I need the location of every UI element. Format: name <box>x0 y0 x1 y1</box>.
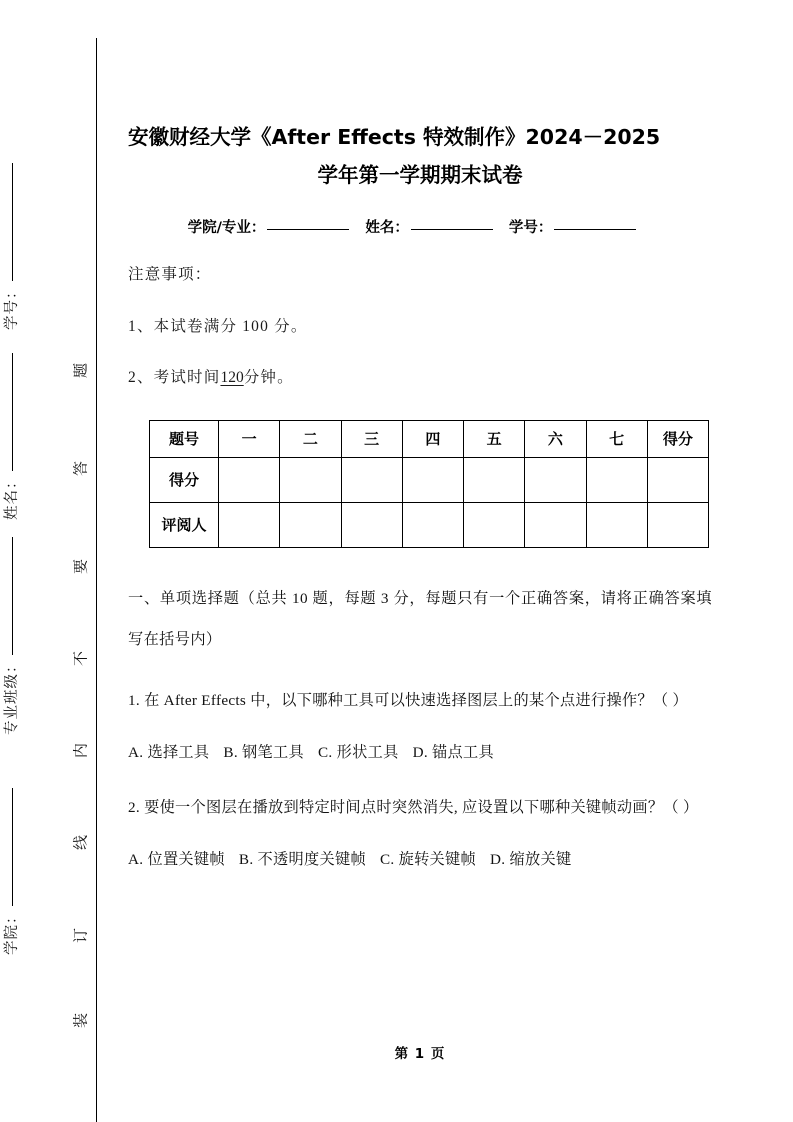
table-row <box>150 457 709 502</box>
score-table-header-7: 七 <box>586 420 647 457</box>
question-2-option-d[interactable]: D. 缩放关键 <box>490 850 572 868</box>
page-title-line-1: 安徽财经大学《After Effects 特效制作》2024－2025 <box>128 125 661 149</box>
question-1-option-d[interactable]: D. 锚点工具 <box>412 743 494 761</box>
college-major-blank[interactable] <box>267 229 349 230</box>
sidebar-label-text: 专业班级： <box>4 657 20 735</box>
sidebar-label-rule <box>12 354 13 472</box>
college-major-group <box>188 220 356 236</box>
college-major-label: 学院/专业： <box>187 220 266 236</box>
table-row <box>150 420 709 457</box>
score-row-label-score: 得分 <box>150 457 219 502</box>
sidebar-glyph-yao: 要 <box>73 559 90 575</box>
question-2-options <box>128 828 712 874</box>
name-label: 姓名： <box>365 220 409 236</box>
score-cell[interactable] <box>647 457 708 502</box>
notes-heading: 注意事项： <box>128 266 212 283</box>
score-cell[interactable] <box>280 457 341 502</box>
question-1-stem: 1. 在 After Effects 中，以下哪种工具可以快速选择图层上的某个点进行操作？（ ） <box>128 691 688 709</box>
student-id-group <box>509 220 643 236</box>
score-cell[interactable] <box>525 457 586 502</box>
score-table-header-0: 题号 <box>150 420 219 457</box>
score-table-header-3: 三 <box>341 420 402 457</box>
notes-item-1: 1、本试卷满分 100 分。 <box>128 317 308 335</box>
student-id-label: 学号： <box>508 220 553 236</box>
question-1-option-c[interactable]: C. 形状工具 <box>318 743 399 761</box>
name-group <box>365 220 499 236</box>
sidebar-label-text: 学院： <box>4 908 20 955</box>
reviewer-cell[interactable] <box>586 502 647 547</box>
page-number: 第 1 页 <box>394 1046 446 1062</box>
question-2-option-c[interactable]: C. 旋转关键帧 <box>379 850 477 868</box>
sidebar-label-text: 姓名： <box>4 473 20 520</box>
sidebar-glyph-ti: 题 <box>73 363 90 379</box>
page-footer <box>128 1042 712 1062</box>
score-table-header-8: 得分 <box>647 420 708 457</box>
sidebar-glyph-ding: 订 <box>73 928 90 944</box>
score-table <box>149 420 709 548</box>
page-title-line-2: 学年第一学期期末试卷 <box>317 163 523 187</box>
reviewer-cell[interactable] <box>280 502 341 547</box>
student-identity-line <box>128 194 712 237</box>
sidebar-label-rule <box>12 538 13 656</box>
question-2-option-b[interactable]: B. 不透明度关键帧 <box>238 850 366 868</box>
notes-item-2-suffix: 分钟。 <box>243 369 294 386</box>
page-title <box>128 0 712 194</box>
score-table-header-2: 二 <box>280 420 341 457</box>
score-cell[interactable] <box>219 457 280 502</box>
question-1-option-a[interactable]: A. 选择工具 <box>128 743 210 761</box>
score-table-header-6: 六 <box>525 420 586 457</box>
reviewer-cell[interactable] <box>647 502 708 547</box>
sidebar-glyph-bu: 不 <box>73 651 90 667</box>
notes-item-2 <box>128 334 712 386</box>
sidebar-glyph-xian: 线 <box>73 835 90 851</box>
sidebar-label-text: 学号： <box>4 283 20 330</box>
reviewer-cell[interactable] <box>341 502 402 547</box>
question-1-option-b[interactable]: B. 钢笔工具 <box>223 743 304 761</box>
score-cell[interactable] <box>586 457 647 502</box>
sidebar-glyph-nei: 内 <box>73 743 90 759</box>
binding-sidebar <box>0 0 120 1122</box>
sidebar-label-rule <box>12 789 13 907</box>
score-table-header-1: 一 <box>219 420 280 457</box>
reviewer-cell[interactable] <box>219 502 280 547</box>
score-cell[interactable] <box>402 457 463 502</box>
question-2-stem: 2. 要使一个图层在播放到特定时间点时突然消失, 应设置以下哪种关键帧动画？（ ） <box>128 798 699 816</box>
question-2-option-a[interactable]: A. 位置关键帧 <box>128 850 225 868</box>
sidebar-glyph-zhuang: 装 <box>73 1013 90 1029</box>
sidebar-vertical-rule <box>96 38 97 1122</box>
section-heading-multiple-choice: 一、单项选择题（总共 10 题，每题 3 分，每题只有一个正确答案，请将正确答案填写在括号内） <box>128 589 712 648</box>
reviewer-cell[interactable] <box>402 502 463 547</box>
exam-paper-body <box>128 0 712 1122</box>
score-row-label-reviewer: 评阅人 <box>150 502 219 547</box>
name-blank[interactable] <box>411 229 493 230</box>
student-id-blank[interactable] <box>554 229 636 230</box>
score-table-header-4: 四 <box>402 420 463 457</box>
reviewer-cell[interactable] <box>464 502 525 547</box>
exam-duration-value: 120 <box>220 369 244 386</box>
score-cell[interactable] <box>341 457 402 502</box>
reviewer-cell[interactable] <box>525 502 586 547</box>
question-1-options <box>128 721 712 767</box>
sidebar-label-college <box>0 695 21 955</box>
notes-item-2-prefix: 2、考试时间 <box>128 369 221 386</box>
score-cell[interactable] <box>464 457 525 502</box>
table-row <box>150 502 709 547</box>
score-table-header-5: 五 <box>464 420 525 457</box>
sidebar-glyph-da: 答 <box>73 461 90 477</box>
